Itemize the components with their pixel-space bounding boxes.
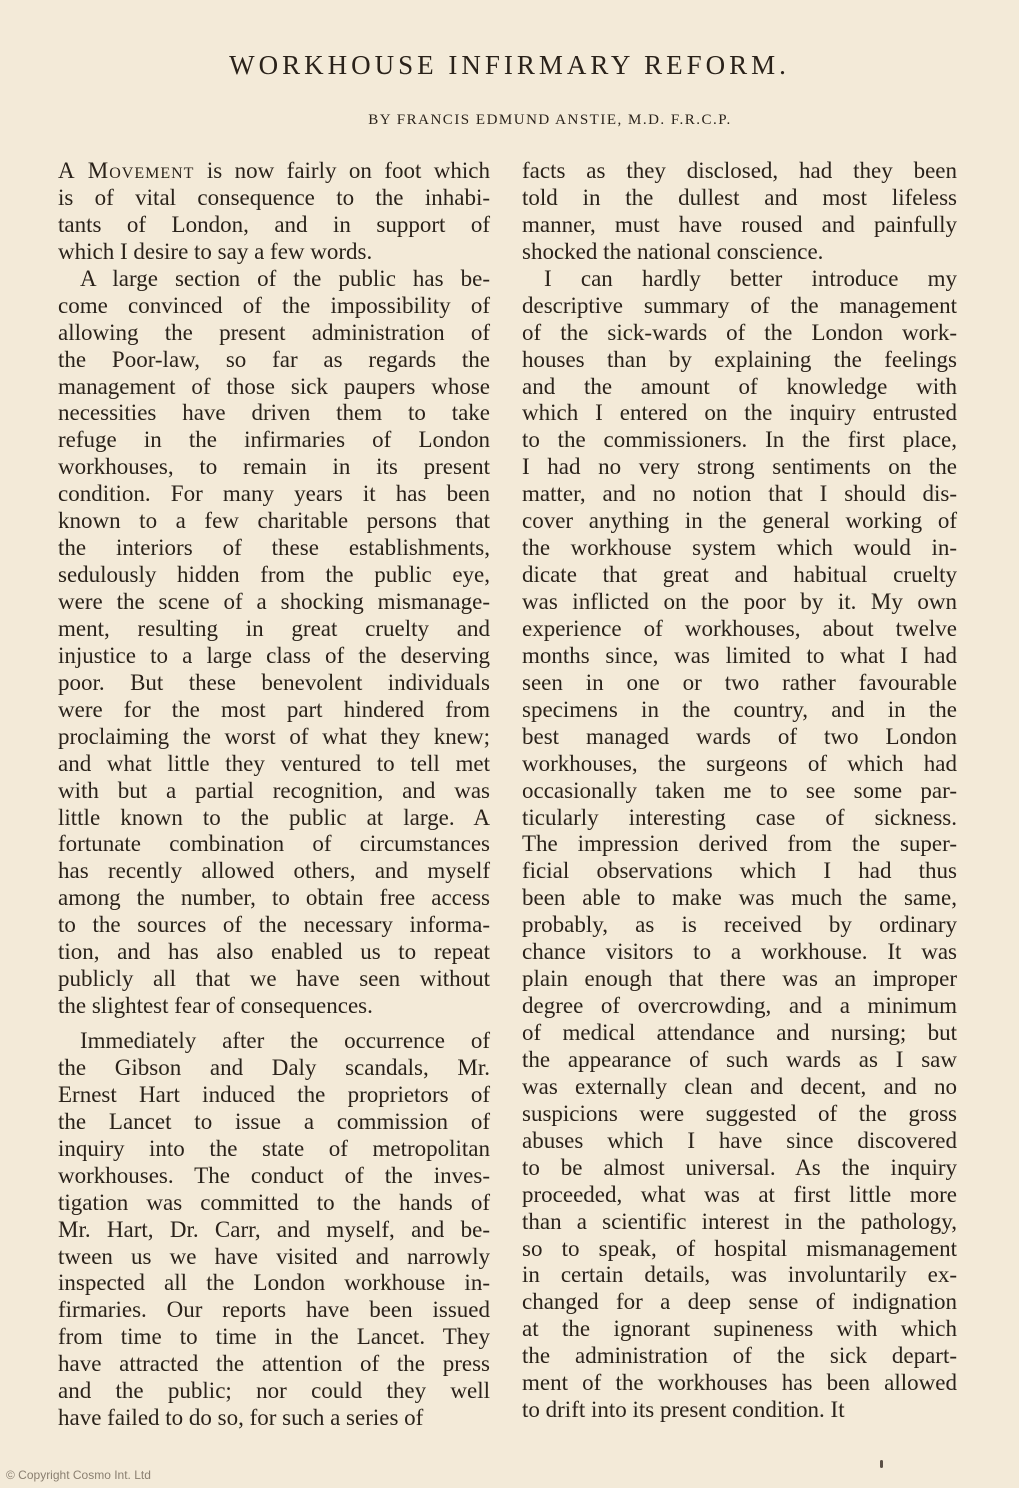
text-line: the Gibson and Daly scandals, Mr. bbox=[58, 1054, 490, 1080]
text-line: probably, as is received by ordinary bbox=[522, 912, 957, 938]
text-line: tants of London, and in support of bbox=[58, 211, 490, 237]
text-line: at the ignorant supineness with which bbox=[522, 1316, 957, 1342]
text-line: workhouses, to remain in its present bbox=[58, 454, 490, 480]
text-line: suspicions were suggested of the gross bbox=[522, 1100, 957, 1126]
article-title: WORKHOUSE INFIRMARY REFORM. bbox=[229, 50, 790, 80]
text-line: workhouses. The conduct of the inves- bbox=[58, 1162, 490, 1188]
text-line: of medical attendance and nursing; but bbox=[522, 1020, 957, 1045]
text-line: cover anything in the general working of bbox=[522, 508, 957, 534]
text-line: so to speak, of hospital mismanagement bbox=[522, 1235, 957, 1261]
text-line: dicate that great and habitual cruelty bbox=[522, 562, 957, 588]
text-line: to the commissioners. In the first place, bbox=[522, 427, 957, 453]
text-line: and what little they ventured to tell met bbox=[58, 750, 490, 776]
text-line: I can hardly better introduce my bbox=[544, 265, 957, 291]
text-line: plain enough that there was an improper bbox=[522, 966, 957, 992]
text-line: degree of overcrowding, and a minimum bbox=[522, 993, 957, 1019]
text-line: refuge in the infirmaries of London bbox=[58, 427, 490, 453]
text-line: Mr. Hart, Dr. Carr, and myself, and be- bbox=[58, 1216, 490, 1242]
text-line: proceeded, what was at first little more bbox=[522, 1181, 957, 1207]
text-line: specimens in the country, and in the bbox=[522, 696, 957, 722]
text-line: was externally clean and decent, and no bbox=[522, 1073, 957, 1099]
text-line: the Lancet to issue a commission of bbox=[58, 1108, 490, 1134]
article-byline: BY FRANCIS EDMUND ANSTIE, M.D. F.R.C.P. bbox=[368, 112, 732, 128]
text-line: injustice to a large class of the deserving bbox=[58, 642, 490, 668]
text-line: was inflicted on the poor by it. My own bbox=[522, 589, 957, 614]
text-line: tigation was committed to the hands of bbox=[58, 1189, 490, 1215]
paragraph bbox=[522, 158, 957, 266]
text-line: to drift into its present condition. It bbox=[522, 1397, 845, 1423]
text-line: the interiors of these establishments, bbox=[58, 535, 490, 561]
text-line: which I desire to say a few words. bbox=[58, 238, 373, 264]
text-line: has recently allowed others, and myself bbox=[58, 858, 490, 884]
text-line: to be almost universal. As the inquiry bbox=[522, 1154, 957, 1180]
text-line: proclaiming the worst of what they knew; bbox=[58, 723, 490, 749]
text-line: than a scientific interest in the pathology, bbox=[522, 1208, 957, 1234]
text-line: Immediately after the occurrence of bbox=[80, 1028, 490, 1053]
text-line: workhouses, the surgeons of which had bbox=[522, 750, 957, 776]
paragraph bbox=[58, 158, 490, 266]
text-line: and the amount of knowledge with bbox=[522, 373, 957, 399]
text-line: shocked the national conscience. bbox=[522, 238, 824, 264]
text-line: ficial observations which I had thus bbox=[522, 858, 957, 884]
text-line: in certain details, was involuntarily ex- bbox=[522, 1262, 957, 1288]
text-line: descriptive summary of the management bbox=[522, 292, 957, 318]
text-line: best managed wards of two London bbox=[522, 723, 957, 749]
text-line: experience of workhouses, about twelve bbox=[522, 615, 957, 641]
text-line: of the sick-wards of the London work- bbox=[522, 319, 957, 345]
text-line: A Movement is now fairly on foot which bbox=[58, 158, 490, 183]
text-line: months since, was limited to what I had bbox=[522, 642, 957, 668]
text-line: houses than by explaining the feelings bbox=[522, 346, 957, 372]
text-line: abuses which I have since discovered bbox=[522, 1127, 957, 1153]
text-line: Ernest Hart induced the proprietors of bbox=[58, 1081, 490, 1107]
text-line: and the public; nor could they well bbox=[58, 1378, 490, 1404]
paragraph bbox=[58, 266, 490, 1020]
text-line: matter, and no notion that I should dis- bbox=[522, 481, 957, 507]
text-line: condition. For many years it has been bbox=[58, 481, 490, 507]
text-line: to the sources of the necessary informa- bbox=[58, 912, 490, 938]
text-line: facts as they disclosed, had they been bbox=[522, 158, 957, 183]
text-line: management of those sick paupers whose bbox=[58, 373, 490, 399]
ink-speck bbox=[880, 1460, 883, 1468]
text-line: the administration of the sick depart- bbox=[522, 1343, 957, 1369]
text-line: publicly all that we have seen without bbox=[58, 966, 490, 992]
text-line: have attracted the attention of the press bbox=[58, 1351, 490, 1377]
paragraph bbox=[58, 1028, 490, 1432]
text-line: have failed to do so, for such a series of bbox=[58, 1405, 424, 1431]
text-line: which I entered on the inquiry entrusted bbox=[522, 400, 957, 426]
text-line: firmaries. Our reports have been issued bbox=[58, 1297, 490, 1323]
text-line: occasionally taken me to see some par- bbox=[522, 777, 957, 803]
text-line: among the number, to obtain free access bbox=[58, 885, 490, 911]
text-line: inquiry into the state of metropolitan bbox=[58, 1135, 490, 1161]
text-line: tion, and has also enabled us to repeat bbox=[58, 939, 490, 965]
text-line: The impression derived from the super- bbox=[522, 831, 957, 857]
text-line: allowing the present administration of bbox=[58, 319, 490, 345]
text-line: ment of the workhouses has been allowed bbox=[522, 1370, 957, 1396]
text-line: sedulously hidden from the public eye, bbox=[58, 562, 490, 588]
text-line: ticularly interesting case of sickness. bbox=[522, 804, 957, 830]
text-line: manner, must have roused and painfully bbox=[522, 211, 957, 237]
text-line: fortunate combination of circumstances bbox=[58, 831, 490, 857]
right-column bbox=[522, 158, 957, 1424]
text-line: the appearance of such wards as I saw bbox=[522, 1046, 957, 1072]
text-line: with but a partial recognition, and was bbox=[58, 777, 490, 803]
copyright-watermark: © Copyright Cosmo Int. Ltd bbox=[6, 1468, 151, 1482]
text-line: been able to make was much the same, bbox=[522, 885, 957, 911]
text-line: inspected all the London workhouse in- bbox=[58, 1270, 490, 1296]
text-line: the workhouse system which would in- bbox=[522, 535, 957, 561]
text-line: chance visitors to a workhouse. It was bbox=[522, 939, 957, 965]
text-line: A large section of the public has be- bbox=[80, 265, 490, 291]
text-line: seen in one or two rather favourable bbox=[522, 669, 957, 695]
text-line: the Poor-law, so far as regards the bbox=[58, 346, 490, 372]
left-column bbox=[58, 158, 490, 1432]
text-line: is of vital consequence to the inhabi- bbox=[58, 184, 490, 210]
text-line: come convinced of the impossibility of bbox=[58, 292, 490, 318]
text-line: known to a few charitable persons that bbox=[58, 508, 490, 534]
text-line: ment, resulting in great cruelty and bbox=[58, 615, 490, 641]
text-line: changed for a deep sense of indignation bbox=[522, 1289, 957, 1315]
text-line: I had no very strong sentiments on the bbox=[522, 454, 957, 480]
text-line: told in the dullest and most lifeless bbox=[522, 184, 957, 210]
text-line: were the scene of a shocking mismanage- bbox=[58, 589, 490, 614]
text-line: tween us we have visited and narrowly bbox=[58, 1243, 490, 1269]
text-line: were for the most part hindered from bbox=[58, 696, 490, 722]
text-line: the slightest fear of consequences. bbox=[58, 993, 373, 1019]
text-line: from time to time in the Lancet. They bbox=[58, 1324, 490, 1350]
text-line: poor. But these benevolent individuals bbox=[58, 669, 490, 695]
paragraph bbox=[522, 266, 957, 1424]
text-line: little known to the public at large. A bbox=[58, 804, 490, 830]
text-line: necessities have driven them to take bbox=[58, 400, 490, 426]
